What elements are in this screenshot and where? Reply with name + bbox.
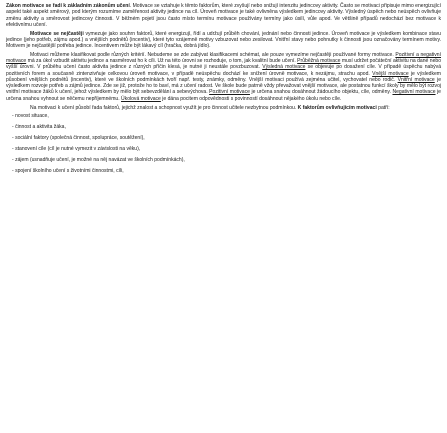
paragraph-text: je výsledkem rozvoje potřeb a zájmů jedince. Zde se již, protože ho to baví, má z učení radost. Ve škole bude patrně vždy převažovat vnější motivace, ale postatnou funkcí školy by mělo být rozvoj vnitřní motivace žáků k učení, jehož výsledkem by mělo být sebevzdělání a sebevýchova. <box>6 76 441 96</box>
bold-term: Zákon motivace se řadí k základním zákonům učení <box>6 3 130 9</box>
body-paragraph <box>6 31 441 50</box>
underlined-term: Vnitřní motivace <box>397 76 435 83</box>
list-item: - novost situace, <box>12 113 49 120</box>
list-item: - stanovení cíle (cíl je nutné vymezit v závislosti na věku), <box>12 145 141 152</box>
document-body <box>6 3 441 111</box>
paragraph-text: Na motivaci k učení působí řada faktorů, jejichž znalost a schopnost využít je pro činnost učitele nezbytnou podmínkou. <box>30 104 298 111</box>
paragraph-text: se objevuje po dosažení cíle. V případě úspěchu nabývá pozitivních forem a současně zintenzivňuje celkovou úroveň motivace, v případě neúspěchu dochází ke snížení úrovně motivace, k nezájmu, strachu apod. <box>6 64 441 77</box>
paragraph-text: má za úkol vzbudit aktivitu jedince a nasměrovat ho k cíli. Už na této úrovni se rozhoduje, o tom, jak kvalitní bude učení. <box>26 58 298 65</box>
body-paragraph <box>6 52 441 102</box>
lead-paragraph <box>6 3 441 28</box>
underlined-term: Vnější motivace <box>372 70 409 77</box>
underlined-term: Negativní motivace <box>392 89 436 96</box>
underlined-term: Pozitivní a negativní motivace <box>6 51 441 65</box>
bold-term: K faktorům ovlivňujícím motivaci <box>297 104 377 111</box>
paragraph-text: Motivaci můžeme klasifikovat podle různých kritérií. Nebudeme se zde zabývat klasifikacemi schémat, ale pouze vymezíme nejčastěji používané formy motivace. <box>30 51 396 58</box>
motivation-factors-list <box>6 113 441 173</box>
paragraph-text: je určena snahou vyhnout se něčemu nepříjemnému. <box>6 89 441 102</box>
paragraph-text: patří: <box>376 104 390 111</box>
underlined-term: Úkolová motivace <box>121 95 161 102</box>
body-paragraph <box>6 105 441 111</box>
paragraph-text: . Motivace se vztahuje k těmto faktorům, které zvyšují nebo snižují intenzitu jedincovy aktivity. Často se motivaci připisuje mimo energizující aspekt také aspekt směrový, pod kterým rozumíme zaměřenost aktivity jedince na cíl. Úroveň motivace je také ovlivněna výsledkem jedincovy aktivity. Výsledný úspěch nebo neúspěch ovlivňuje změnu aktivity a směrovost jedincovy činnosti. V běžném pojetí jsou často místo termínu motivace používány termíny jako úsilí, vůle apod. Ve většině případů nedochází bez motivace k efektivnímu učení. <box>6 3 441 28</box>
paragraph-text: je dána pocitem odpovědnosti s povinností dosáhnout nějakého úkolu nebo cíle. <box>160 95 342 102</box>
paragraph-text: je výsledkem působení vnějších podnětů (incentiv), které ve školních podmínkách tvoří např. testy, známky, odměny. Vnější motivaci používá zejména učitel, vychovatel nebo rodič. <box>6 70 442 83</box>
paragraph-text: je určena snahou dosáhnout žádoucího objektu, cíle, odměny. <box>249 89 393 96</box>
list-item: - sociální faktory (společná činnost, spolupráce, soutěžení), <box>12 135 145 142</box>
underlined-term: Pozitivní motivace <box>209 89 250 96</box>
bold-term: Motivace se nejčastěji <box>30 30 84 37</box>
underlined-term: Výsledná motivace <box>262 64 306 71</box>
list-item: - činnost a aktivita žáka, <box>12 124 66 131</box>
paragraph-text: vymezuje jako souhrn faktorů, které energizují, řídí a udržují průběh chování, jednání nebo činnosti jedince. Úroveň motivace je výsledkem kombinace stavu jedince (jeho potřeb, zájmu apod.) a vnějších podnětů (incentiv), které tyto vzájemně motivy vzbuzovat nebo zesilovat. Vnitřní stavy nebo pohnutky k činnosti jsou označovány termínem motivy. Motivem je nejčastější potřeba jedince. Incentivem může být lákavý cíl (hračka, dobrá jídlo). <box>6 30 441 50</box>
paragraph-text: musí udržet počáteční aktivitu na dané nebo vyšší úrovni. V průběhu učení často aktivita jedince z různých příčin klesá, je nutné ji neustále povzbuzovat. <box>6 58 442 71</box>
list-item: - zájem (usnadňuje učení, je možné na něj navázat ve školních podmínkách), <box>12 156 185 163</box>
list-item: - spojení školního učení s životními činnostmi, cíli, <box>12 167 124 174</box>
underlined-term: Průběžná motivace <box>297 58 341 65</box>
